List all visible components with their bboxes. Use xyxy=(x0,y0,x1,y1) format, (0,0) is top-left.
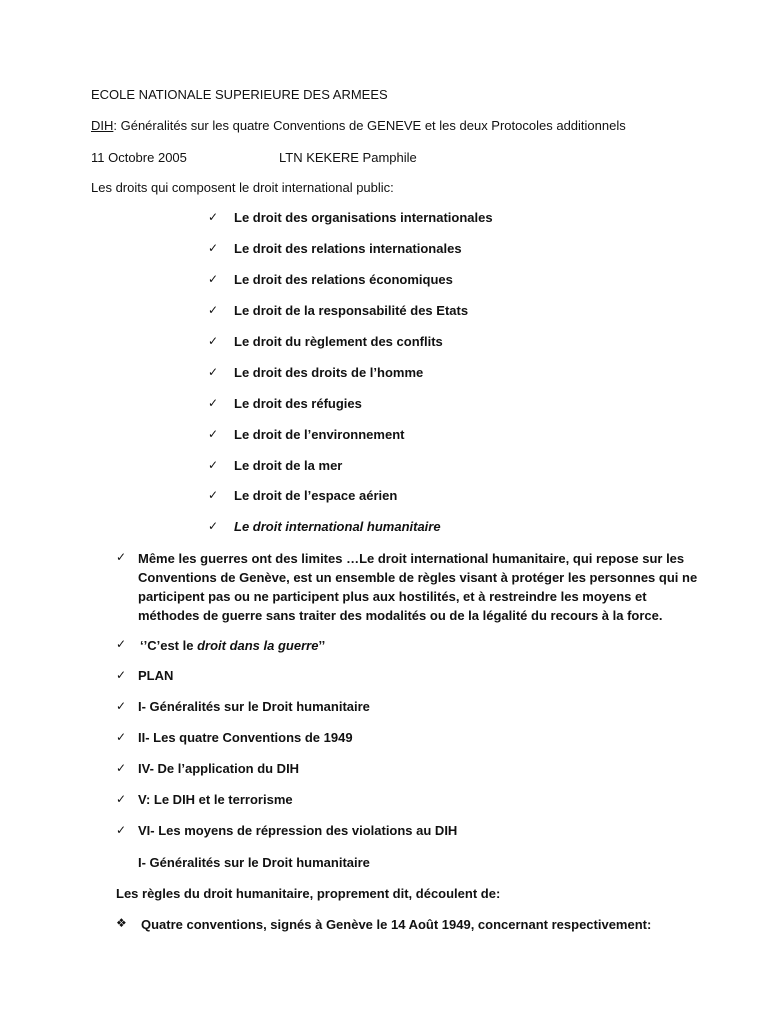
list-item: Le droit de l’espace aérien xyxy=(234,488,398,503)
list-item: Le droit des réfugies xyxy=(234,396,362,411)
check-icon: ✓ xyxy=(208,272,219,286)
list-item: Le droit des relations internationales xyxy=(234,241,462,256)
check-icon: ✓ xyxy=(116,761,127,775)
list-item: Le droit de l’environnement xyxy=(234,427,405,442)
quote-line xyxy=(140,637,325,654)
list-item: Le droit de la mer xyxy=(234,458,343,473)
school-name: ECOLE NATIONALE SUPERIEURE DES ARMEES xyxy=(91,87,388,102)
subject-prefix: DIH xyxy=(91,118,114,133)
check-icon: ✓ xyxy=(116,823,127,837)
plan-item: II- Les quatre Conventions de 1949 xyxy=(138,730,353,745)
diamond-bullet-icon: ❖ xyxy=(116,916,127,930)
list-item: Le droit des organisations internationales xyxy=(234,210,493,225)
check-icon: ✓ xyxy=(116,730,127,744)
check-icon: ✓ xyxy=(116,699,127,713)
check-icon: ✓ xyxy=(116,792,127,806)
quote-close: ’’ xyxy=(318,638,326,653)
check-icon: ✓ xyxy=(116,668,127,682)
list-item: Le droit des relations économiques xyxy=(234,272,453,287)
plan-item: VI- Les moyens de répression des violations au DIH xyxy=(138,823,458,838)
document-author: LTN KEKERE Pamphile xyxy=(279,150,417,165)
plan-title: PLAN xyxy=(138,668,174,683)
document-date: 11 Octobre 2005 xyxy=(91,150,187,165)
section-heading: I- Généralités sur le Droit humanitaire xyxy=(138,855,370,870)
check-icon: ✓ xyxy=(208,458,219,472)
check-icon: ✓ xyxy=(208,396,219,410)
check-icon: ✓ xyxy=(208,365,219,379)
subject-line xyxy=(91,117,626,134)
conventions-item: Quatre conventions, signés à Genève le 14 Août 1949, concernant respectivement: xyxy=(141,917,652,932)
list-item: Le droit des droits de l’homme xyxy=(234,365,424,380)
check-icon: ✓ xyxy=(208,334,219,348)
intro-text: Les droits qui composent le droit international public: xyxy=(91,180,394,195)
check-icon: ✓ xyxy=(208,488,219,502)
dih-paragraph: Même les guerres ont des limites …Le droit international humanitaire, qui repose sur les Conventions de Genève, est un ensemble de règles visant à protéger les personnes qui ne participent pas ou ne participent plus aux hostilités, et à restreindre les moyens et méthodes de guerre sans traiter des modalités ou de la légalité du recours à la force. xyxy=(138,551,698,623)
list-item: Le droit de la responsabilité des Etats xyxy=(234,303,469,318)
check-icon: ✓ xyxy=(208,519,219,533)
check-icon: ✓ xyxy=(208,241,219,255)
plan-item: IV- De l’application du DIH xyxy=(138,761,300,776)
plan-item: I- Généralités sur le Droit humanitaire xyxy=(138,699,370,714)
check-icon: ✓ xyxy=(116,637,127,651)
list-item: Le droit du règlement des conflits xyxy=(234,334,443,349)
check-icon: ✓ xyxy=(208,303,219,317)
list-item: Le droit international humanitaire xyxy=(234,519,441,534)
check-icon: ✓ xyxy=(208,210,219,224)
check-icon: ✓ xyxy=(208,427,219,441)
check-icon: ✓ xyxy=(116,550,127,564)
quote-open: ‘’C’est le xyxy=(140,638,198,653)
rules-intro: Les règles du droit humanitaire, proprement dit, découlent de: xyxy=(116,886,501,901)
plan-item: V: Le DIH et le terrorisme xyxy=(138,792,293,807)
subject-rest: : Généralités sur les quatre Conventions de GENEVE et les deux Protocoles additionnels xyxy=(113,118,626,133)
quote-italic: droit dans la guerre xyxy=(197,638,319,653)
